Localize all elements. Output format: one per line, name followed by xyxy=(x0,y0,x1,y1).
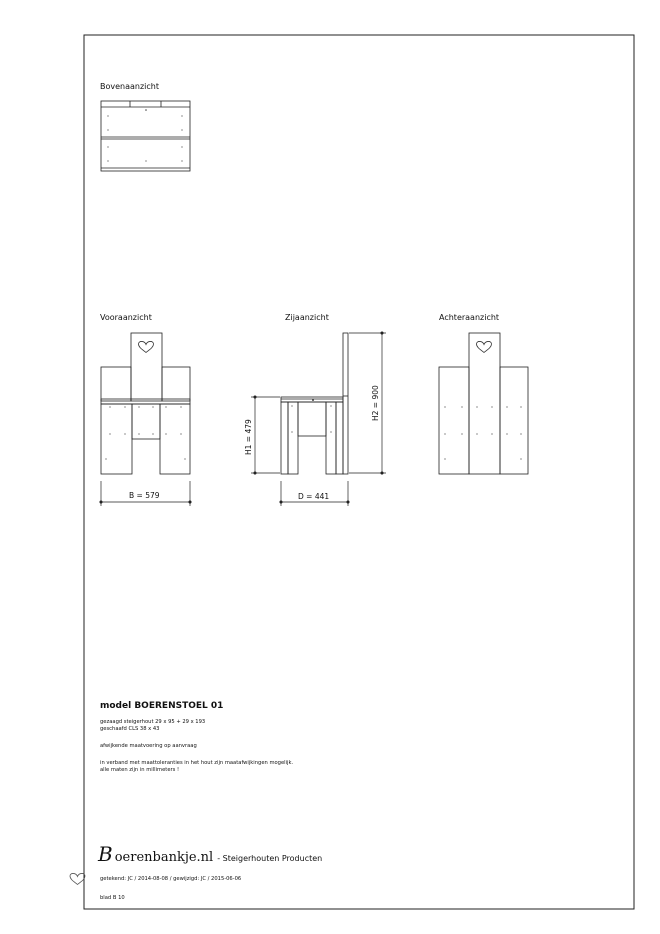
label-front-view: Vooraanzicht xyxy=(100,313,152,322)
side-view-screws xyxy=(291,399,331,433)
material-line-1: gezaagd steigerhout 29 x 95 + 29 x 193 xyxy=(100,719,206,725)
dimension-depth-label: D = 441 xyxy=(298,492,330,501)
side-view-drawing xyxy=(281,333,348,474)
brand-script-letter: B xyxy=(98,842,113,866)
dimension-width-label: B = 579 xyxy=(129,491,160,500)
front-view-screws xyxy=(105,406,185,459)
note-tolerances: in verband met maattoleranties in het hout zijn maatafwijkingen mogelijk. xyxy=(100,760,294,766)
heart-icon xyxy=(70,873,85,884)
drawing-meta: getekend: JC / 2014-08-08 / gewijzigd: JC / 2015-06-06 xyxy=(100,876,242,882)
label-side-view: Zijaanzicht xyxy=(285,313,329,322)
label-back-view: Achteraanzicht xyxy=(439,313,500,322)
model-title: model BOERENSTOEL 01 xyxy=(100,701,224,711)
brand-name: oerenbankje.nl xyxy=(114,850,214,865)
note-units: alle maten zijn in millimeters ! xyxy=(100,767,180,773)
dimension-total-height-label: H2 = 900 xyxy=(371,385,380,421)
brand-logo xyxy=(98,842,322,866)
brand-tagline: - Steigerhouten Producten xyxy=(217,854,323,863)
back-view-drawing xyxy=(439,333,528,474)
top-view-drawing xyxy=(101,101,190,171)
dimension-seat-height-label: H1 = 479 xyxy=(244,419,253,455)
material-line-2: geschaafd CLS 38 x 43 xyxy=(100,726,160,732)
heart-icon xyxy=(139,341,154,352)
front-view-drawing xyxy=(101,333,190,474)
dimension-total-height xyxy=(349,332,386,474)
top-view-screws xyxy=(107,109,182,161)
sheet-border xyxy=(84,35,634,909)
back-view-screws xyxy=(444,406,521,459)
note-custom-sizes: afwijkende maatvoering op aanvraag xyxy=(100,743,197,749)
dimension-seat-height xyxy=(251,396,280,474)
sheet-number: blad B 10 xyxy=(100,895,125,901)
label-top-view: Bovenaanzicht xyxy=(100,82,160,91)
heart-icon xyxy=(477,341,492,352)
